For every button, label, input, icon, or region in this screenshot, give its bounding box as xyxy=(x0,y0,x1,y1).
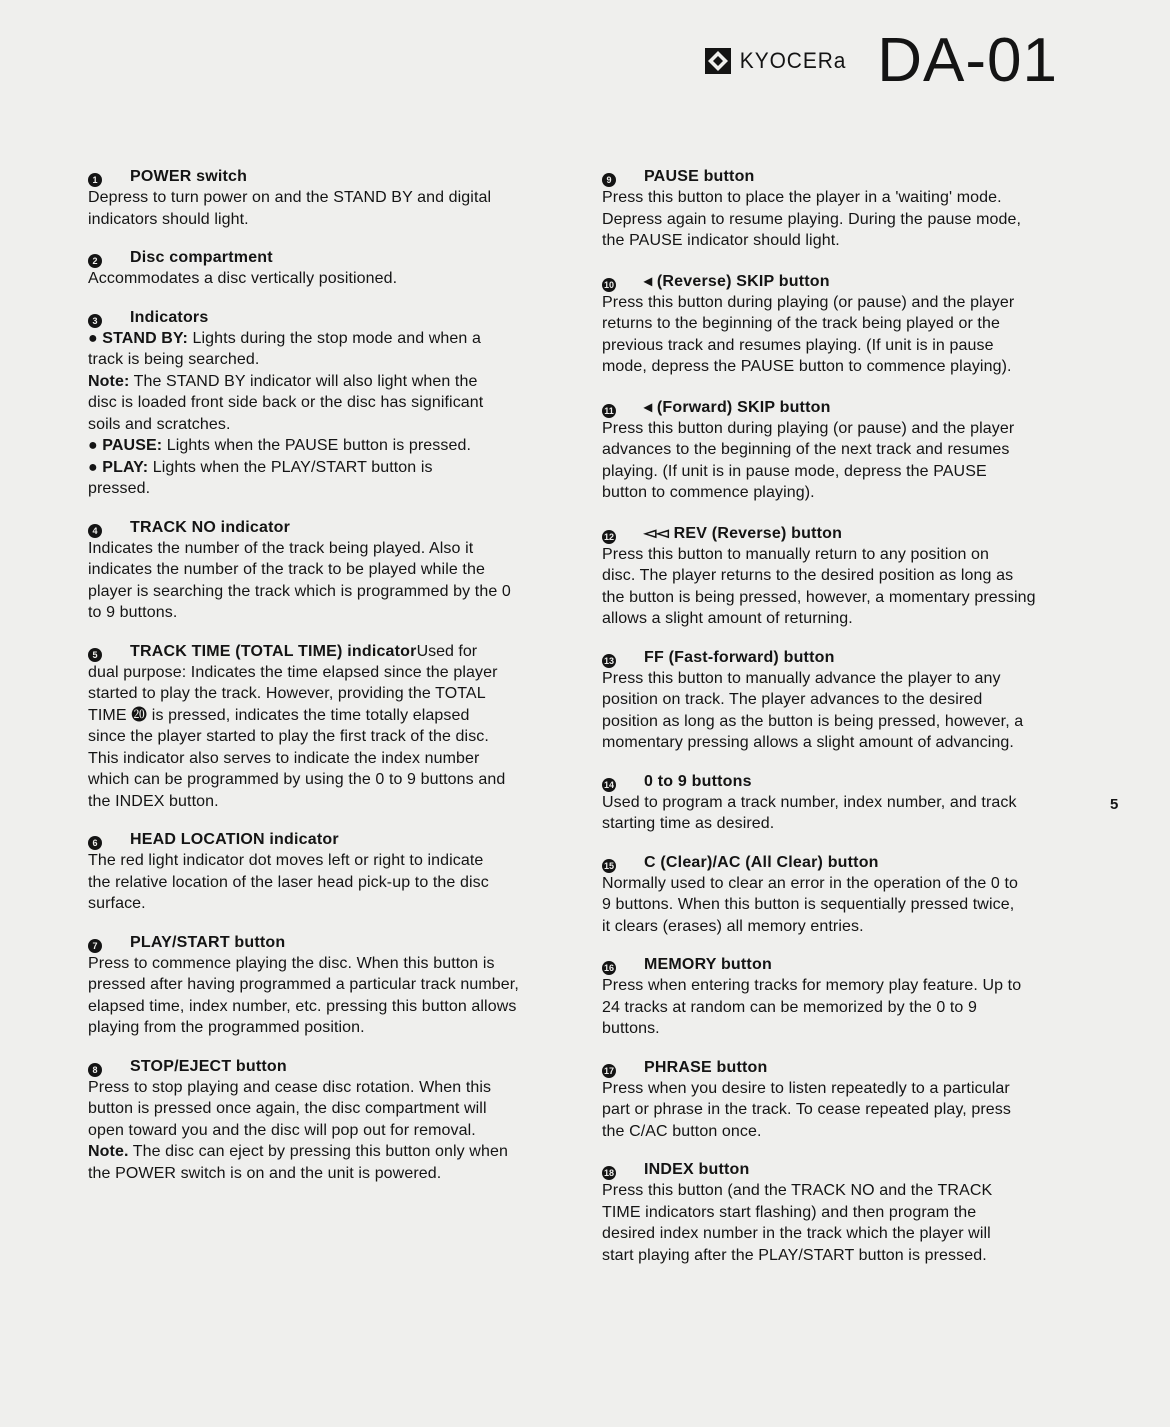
feature-heading xyxy=(602,397,1072,417)
number-circle-icon: 18 xyxy=(603,1168,614,1178)
description-line: Note. The disc can eject by pressing this button only when xyxy=(88,1143,508,1160)
feature-item xyxy=(602,1059,1072,1143)
feature-heading xyxy=(602,773,1072,791)
description-line: position on track. The player advances to the desired xyxy=(602,691,983,708)
description-line: the button is being pressed, however, a momentary pressing xyxy=(602,588,1036,606)
description-line: returns to the beginning of the track being played or the xyxy=(602,315,1000,332)
description-line: the POWER switch is on and the unit is powered. xyxy=(88,1164,442,1182)
description-line: Press this button during playing (or pause) and the player xyxy=(602,419,1015,437)
right-column xyxy=(602,168,1072,1285)
feature-title: ◂ (Forward) SKIP button xyxy=(644,398,831,416)
description-line: advances to the beginning of the next track and resumes xyxy=(602,441,1010,458)
description-line: Normally used to clear an error in the operation of the 0 to xyxy=(602,874,1018,892)
description-line: momentary pressing allows a slight amount of advancing. xyxy=(602,734,1014,751)
feature-title: PHRASE button xyxy=(644,1058,768,1076)
feature-heading xyxy=(602,271,1072,291)
description-line: starting time as desired. xyxy=(602,815,775,832)
feature-description xyxy=(88,662,558,813)
description-line: Press to stop playing and cease disc rotation. When this xyxy=(88,1078,492,1096)
feature-title: ◂ (Reverse) SKIP button xyxy=(644,272,830,290)
feature-title: C (Clear)/AC (All Clear) button xyxy=(644,853,879,871)
model-name: DA-01 xyxy=(877,26,1058,95)
description-line: allows a slight amount of returning. xyxy=(602,610,853,627)
description-line: pressed. xyxy=(88,480,151,497)
description-line: the PAUSE indicator should light. xyxy=(602,232,840,249)
description-line: Press this button to place the player in a 'waiting' mode. xyxy=(602,189,1002,206)
feature-title: POWER switch xyxy=(130,168,248,185)
feature-description xyxy=(602,792,1072,835)
feature-heading xyxy=(88,1058,558,1076)
feature-heading xyxy=(88,249,558,267)
feature-title: Indicators xyxy=(130,308,209,326)
feature-title: TRACK NO indicator xyxy=(130,518,291,536)
number-circle-icon: 7 xyxy=(88,939,102,953)
description-line: the relative location of the laser head pick-up to the disc xyxy=(88,873,489,891)
page-header xyxy=(705,26,1058,95)
description-line: Used to program a track number, index number, and track xyxy=(602,793,1017,811)
description-line: Press when entering tracks for memory play feature. Up to xyxy=(602,977,1022,994)
description-line: button is pressed once again, the disc compartment will xyxy=(88,1100,487,1117)
feature-description xyxy=(88,268,558,290)
number-circle-icon: 12 xyxy=(603,531,614,542)
description-line: player is searching the track which is programmed by the 0 xyxy=(88,582,511,600)
number-circle-icon: 17 xyxy=(603,1065,614,1076)
feature-heading xyxy=(602,854,1072,872)
feature-description xyxy=(602,975,1072,1040)
number-circle-icon: 11 xyxy=(602,404,616,418)
description-line: mode, depress the PAUSE button to commence playing). xyxy=(602,358,1012,375)
feature-title: HEAD LOCATION indicator xyxy=(130,831,339,848)
number-circle-icon: 9 xyxy=(602,173,616,187)
description-line: button to commence playing). xyxy=(602,484,815,501)
feature-heading xyxy=(602,956,1072,974)
description-line: dual purpose: Indicates the time elapsed since the player xyxy=(88,663,498,681)
feature-heading xyxy=(602,523,1072,543)
description-line: pressed after having programmed a particular track number, xyxy=(88,976,519,993)
description-line: Indicates the number of the track being played. Also it xyxy=(88,539,474,557)
feature-heading xyxy=(88,831,558,849)
description-line: playing from the programmed position. xyxy=(88,1019,365,1036)
description-line: previous track and resumes playing. (If unit is in pause xyxy=(602,336,994,354)
feature-description xyxy=(602,544,1072,630)
feature-heading xyxy=(602,1161,1072,1179)
number-circle-icon: 15 xyxy=(603,860,614,871)
description-line: track is being searched. xyxy=(88,351,260,368)
feature-title: PLAY/START button xyxy=(130,933,286,951)
feature-item xyxy=(602,956,1072,1040)
description-line: TIME indicators start flashing) and then program the xyxy=(602,1203,977,1221)
feature-title: STOP/EJECT button xyxy=(130,1057,287,1075)
description-line: since the player started to play the first track of the disc. xyxy=(88,728,489,745)
description-line: playing. (If unit is in pause mode, depress the PAUSE xyxy=(602,462,987,480)
description-line: 9 buttons. When this button is sequentially pressed twice, xyxy=(602,896,1015,913)
description-line: Press to commence playing the disc. When this button is xyxy=(88,954,495,972)
number-circle-icon: 8 xyxy=(88,1063,102,1077)
description-line: The red light indicator dot moves left or right to indicate xyxy=(88,852,484,869)
feature-item xyxy=(88,1058,558,1185)
feature-description xyxy=(602,668,1072,754)
feature-item xyxy=(602,1161,1072,1266)
feature-item xyxy=(88,168,558,230)
description-line: Accommodates a disc vertically positioned. xyxy=(88,270,398,287)
description-line: part or phrase in the track. To cease repeated play, press xyxy=(602,1101,1011,1118)
feature-heading xyxy=(602,168,1072,186)
feature-description xyxy=(602,292,1072,378)
feature-title: TRACK TIME (TOTAL TIME) indicator xyxy=(130,642,417,660)
feature-title: 0 to 9 buttons xyxy=(644,772,752,790)
description-line: 24 tracks at random can be memorized by the 0 to 9 xyxy=(602,998,977,1016)
description-line: ● PAUSE: Lights when the PAUSE button is pressed. xyxy=(88,437,472,454)
feature-heading xyxy=(88,934,558,952)
description-line: ● STAND BY: Lights during the stop mode and when a xyxy=(88,329,481,347)
description-line: started to play the track. However, providing the TOTAL xyxy=(88,685,486,702)
description-line: to 9 buttons. xyxy=(88,604,178,621)
feature-item xyxy=(602,773,1072,835)
description-line: disc is loaded front side back or the disc has significant xyxy=(88,394,484,411)
number-circle-icon: 5 xyxy=(88,648,102,662)
description-line: soils and scratches. xyxy=(88,415,231,433)
description-line: which can be programmed by using the 0 to 9 buttons and xyxy=(88,771,506,788)
feature-item xyxy=(88,934,558,1039)
feature-title: INDEX button xyxy=(644,1161,750,1178)
number-circle-icon: 14 xyxy=(603,779,614,790)
feature-item xyxy=(602,271,1072,378)
number-circle-icon: 10 xyxy=(603,279,614,290)
feature-item xyxy=(602,397,1072,504)
feature-description xyxy=(602,418,1072,504)
description-line: Depress to turn power on and the STAND BY and digital xyxy=(88,189,492,206)
number-circle-icon: 13 xyxy=(603,655,614,666)
description-line: Press this button to manually advance the player to any xyxy=(602,669,1001,687)
description-line: Press when you desire to listen repeatedly to a particular xyxy=(602,1079,1010,1097)
feature-description xyxy=(88,538,558,624)
feature-title: Disc compartment xyxy=(130,249,273,266)
description-line: This indicator also serves to indicate the index number xyxy=(88,749,480,767)
feature-item xyxy=(602,649,1072,754)
feature-description xyxy=(88,850,558,915)
feature-description xyxy=(88,187,558,230)
description-line: indicates the number of the track to be played while the xyxy=(88,561,485,578)
brand-name: KYOCERa xyxy=(739,48,847,73)
feature-description xyxy=(88,953,558,1039)
feature-description xyxy=(602,187,1072,252)
feature-title: MEMORY button xyxy=(644,956,772,973)
feature-heading xyxy=(88,519,558,537)
feature-heading xyxy=(88,309,558,327)
description-line: surface. xyxy=(88,895,146,912)
description-line: buttons. xyxy=(602,1020,660,1037)
feature-item xyxy=(88,643,558,813)
description-line: Press this button to manually return to any position on xyxy=(602,545,990,563)
description-line: desired index number in the track which the player will xyxy=(602,1225,991,1242)
feature-description xyxy=(602,1078,1072,1143)
kyocera-logo-icon xyxy=(705,48,731,74)
description-line: start playing after the PLAY/START button is pressed. xyxy=(602,1246,987,1264)
feature-title: ◅◅ REV (Reverse) button xyxy=(644,524,843,542)
number-circle-icon: 2 xyxy=(88,254,102,268)
feature-description xyxy=(602,873,1072,938)
feature-title: PAUSE button xyxy=(644,168,755,185)
feature-item xyxy=(88,519,558,624)
feature-description xyxy=(88,1077,558,1185)
description-line: Depress again to resume playing. During the pause mode, xyxy=(602,210,1022,228)
description-line: the C/AC button once. xyxy=(602,1122,762,1140)
number-circle-icon: 6 xyxy=(88,836,102,850)
feature-title-tail: Used for xyxy=(416,642,478,660)
feature-heading xyxy=(602,649,1072,667)
feature-description xyxy=(602,1180,1072,1266)
page-number: 5 xyxy=(1110,796,1119,813)
feature-item xyxy=(88,831,558,915)
description-line: Press this button during playing (or pause) and the player xyxy=(602,293,1015,311)
number-circle-icon: 16 xyxy=(603,963,614,973)
feature-item xyxy=(88,309,558,500)
description-line: open toward you and the disc will pop out for removal. xyxy=(88,1121,476,1139)
feature-heading xyxy=(88,168,558,186)
feature-description xyxy=(88,328,558,500)
feature-heading xyxy=(88,643,558,661)
feature-item xyxy=(88,249,558,290)
description-line: elapsed time, index number, etc. pressing this button allows xyxy=(88,997,517,1015)
description-line: TIME ⓴ is pressed, indicates the time totally elapsed xyxy=(88,706,470,724)
feature-title: FF (Fast-forward) button xyxy=(644,648,835,666)
description-line: indicators should light. xyxy=(88,210,249,228)
feature-heading xyxy=(602,1059,1072,1077)
feature-item xyxy=(602,854,1072,938)
left-column xyxy=(88,168,558,1203)
number-circle-icon: 4 xyxy=(88,524,102,538)
feature-item xyxy=(602,168,1072,252)
description-line: disc. The player returns to the desired position as long as xyxy=(602,567,1014,584)
number-circle-icon: 1 xyxy=(88,173,102,187)
number-circle-icon: 3 xyxy=(88,314,102,328)
description-line: it clears (erases) all memory entries. xyxy=(602,917,864,935)
description-line: the INDEX button. xyxy=(88,792,219,810)
description-line: position as long as the button is being pressed, however, a xyxy=(602,712,1024,730)
description-line: Note: The STAND BY indicator will also light when the xyxy=(88,372,478,390)
description-line: Press this button (and the TRACK NO and the TRACK xyxy=(602,1182,993,1199)
description-line: ● PLAY: Lights when the PLAY/START button is xyxy=(88,458,433,476)
feature-item xyxy=(602,523,1072,630)
